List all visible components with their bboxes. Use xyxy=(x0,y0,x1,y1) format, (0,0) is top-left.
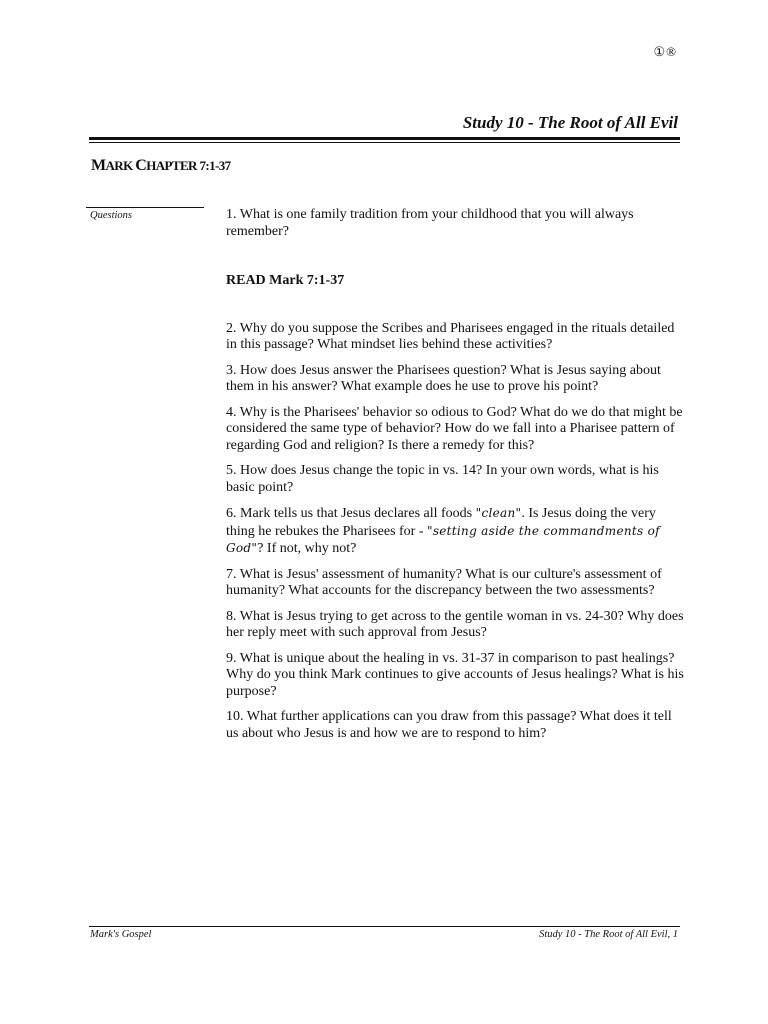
chapter-cap-m: M xyxy=(91,157,106,174)
question-9: 9. What is unique about the healing in vs. 31-37 in comparison to past healings? Why do you think Mark continues to give accounts of Jesus healings? What is his purpose? xyxy=(226,650,684,699)
title-rule-thin xyxy=(89,142,680,143)
footer-rule xyxy=(89,926,680,927)
question-7: 7. What is Jesus' assessment of humanity? What is our culture's assessment of humanity? What accounts for the discrepancy between the two assessments? xyxy=(226,566,662,598)
question-6-quote-commandments: "setting aside the commandments of God" xyxy=(226,523,660,555)
question-6-part-b: . Is Jesus doing the very thing he rebukes the Pharisees for - xyxy=(226,506,656,539)
corner-mark: ①® xyxy=(653,44,677,59)
question-6-quote-clean: "clean" xyxy=(475,506,522,520)
sidebar-rule xyxy=(86,207,204,208)
chapter-reference: 7:1-37 xyxy=(199,158,231,173)
question-10: 10. What further applications can you draw from this passage? What does it tell us about who Jesus is and how we are to respond to him? xyxy=(226,709,672,741)
sidebar-label: Questions xyxy=(90,210,132,221)
question-6-part-c: ? If not, why not? xyxy=(257,541,357,556)
question-6-part-a: 6. Mark tells us that Jesus declares all foods xyxy=(226,506,476,521)
chapter-heading xyxy=(91,157,231,175)
footer-page-label: Study 10 - The Root of All Evil, 1 xyxy=(539,929,678,940)
chapter-rest-hapter: HAPTER xyxy=(146,158,200,173)
question-8: 8. What is Jesus trying to get across to the gentile woman in vs. 24-30? Why does her reply meet with such approval from Jesus? xyxy=(226,608,684,640)
question-1: 1. What is one family tradition from your childhood that you will always remember? xyxy=(226,207,634,239)
question-6 xyxy=(226,505,684,558)
question-5: 5. How does Jesus change the topic in vs. 14? In your own words, what is his basic point? xyxy=(226,463,659,495)
question-2: 2. Why do you suppose the Scribes and Pharisees engaged in the rituals detailed in this passage? What mindset lies behind these activities? xyxy=(226,320,675,352)
chapter-rest-ark: ARK xyxy=(105,158,136,173)
footer-book-title: Mark's Gospel xyxy=(90,929,152,940)
read-instruction: READ Mark 7:1-37 xyxy=(226,273,345,288)
chapter-cap-c: C xyxy=(135,157,147,174)
question-4: 4. Why is the Pharisees' behavior so odious to God? What do we do that might be considered the same type of behavior? How do we fall into a Pharisee pattern of regarding God and religion? Is there a remedy for this? xyxy=(226,404,683,453)
title-rule-thick xyxy=(89,137,680,140)
question-3: 3. How does Jesus answer the Pharisees question? What is Jesus saying about them in his answer? What example does he use to prove his point? xyxy=(226,362,661,394)
question-list xyxy=(226,207,684,751)
study-title: Study 10 - The Root of All Evil xyxy=(462,113,678,132)
